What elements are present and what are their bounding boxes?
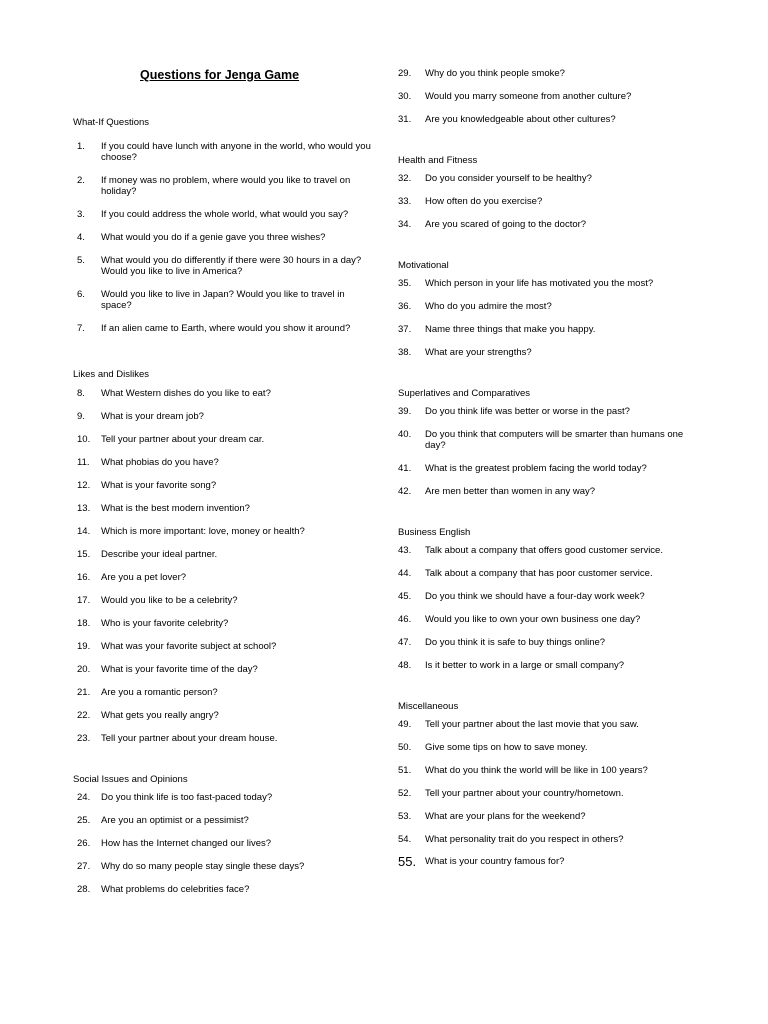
question-item bbox=[73, 618, 373, 629]
question-text: Which is more important: love, money or health? bbox=[101, 526, 305, 537]
question-number: 23. bbox=[77, 733, 91, 744]
question-number: 29. bbox=[398, 68, 412, 79]
question-text: What personality trait do you respect in others? bbox=[425, 834, 624, 845]
question-item bbox=[398, 545, 698, 556]
question-item bbox=[398, 591, 698, 602]
question-number: 11. bbox=[77, 457, 90, 468]
question-text: What was your favorite subject at school? bbox=[101, 641, 277, 652]
question-item bbox=[73, 861, 373, 872]
question-number: 55. bbox=[398, 854, 417, 869]
section-heading-misc: Miscellaneous bbox=[398, 701, 459, 712]
question-number: 2. bbox=[77, 175, 85, 186]
question-item bbox=[73, 323, 373, 334]
question-text: If you could address the whole world, what would you say? bbox=[101, 209, 349, 220]
question-item bbox=[73, 687, 373, 698]
question-text: What gets you really angry? bbox=[101, 710, 219, 721]
question-item bbox=[398, 301, 698, 312]
question-item bbox=[398, 660, 698, 671]
question-item bbox=[398, 278, 698, 289]
question-number: 34. bbox=[398, 219, 412, 230]
question-text: How often do you exercise? bbox=[425, 196, 543, 207]
question-item bbox=[73, 503, 373, 514]
right-column bbox=[398, 68, 698, 867]
question-number: 51. bbox=[398, 765, 412, 776]
question-number: 27. bbox=[77, 861, 91, 872]
question-text: Tell your partner about your dream car. bbox=[101, 434, 265, 445]
question-text: How has the Internet changed our lives? bbox=[101, 838, 272, 849]
question-number: 20. bbox=[77, 664, 91, 675]
question-item bbox=[398, 324, 698, 335]
question-text: Why do you think people smoke? bbox=[425, 68, 565, 79]
question-number: 41. bbox=[398, 463, 412, 474]
question-item bbox=[398, 114, 698, 125]
question-text: What Western dishes do you like to eat? bbox=[101, 388, 271, 399]
question-text: Are men better than women in any way? bbox=[425, 486, 596, 497]
question-number: 40. bbox=[398, 429, 412, 440]
question-text: Are you scared of going to the doctor? bbox=[425, 219, 587, 230]
question-number: 12. bbox=[77, 480, 91, 491]
question-number: 28. bbox=[77, 884, 91, 895]
question-item bbox=[73, 457, 373, 468]
question-item bbox=[73, 255, 373, 277]
section-heading-social: Social Issues and Opinions bbox=[73, 774, 188, 785]
question-text: Are you an optimist or a pessimist? bbox=[101, 815, 249, 826]
question-text: Do you think life is too fast-paced today? bbox=[101, 792, 273, 803]
question-text: Do you think we should have a four-day work week? bbox=[425, 591, 645, 602]
question-text: Are you knowledgeable about other cultures? bbox=[425, 114, 616, 125]
question-text: Why do so many people stay single these days? bbox=[101, 861, 305, 872]
question-number: 30. bbox=[398, 91, 412, 102]
question-text: Give some tips on how to save money. bbox=[425, 742, 588, 753]
question-item bbox=[398, 91, 698, 102]
question-text: What would you do differently if there were 30 hours in a day? Would you like to live in America? bbox=[101, 255, 362, 277]
question-number: 31. bbox=[398, 114, 412, 125]
question-text: Are you a pet lover? bbox=[101, 572, 187, 583]
question-text: What do you think the world will be like in 100 years? bbox=[425, 765, 648, 776]
question-number: 1. bbox=[77, 141, 85, 152]
question-text: Would you like to be a celebrity? bbox=[101, 595, 238, 606]
question-number: 39. bbox=[398, 406, 412, 417]
question-text: What would you do if a genie gave you three wishes? bbox=[101, 232, 326, 243]
question-number: 36. bbox=[398, 301, 412, 312]
question-text: Tell your partner about the last movie that you saw. bbox=[425, 719, 639, 730]
question-item bbox=[73, 232, 373, 243]
question-item bbox=[398, 811, 698, 822]
question-text: Would you like to own your own business one day? bbox=[425, 614, 641, 625]
section-heading-likes: Likes and Dislikes bbox=[73, 369, 150, 380]
question-item bbox=[398, 637, 698, 648]
question-item bbox=[73, 733, 373, 744]
question-item bbox=[73, 434, 373, 445]
question-text: What is your dream job? bbox=[101, 411, 204, 422]
question-number: 47. bbox=[398, 637, 412, 648]
question-item bbox=[73, 815, 373, 826]
question-number: 50. bbox=[398, 742, 412, 753]
question-number: 46. bbox=[398, 614, 412, 625]
question-text: Is it better to work in a large or small company? bbox=[425, 660, 625, 671]
question-item bbox=[73, 572, 373, 583]
question-number: 53. bbox=[398, 811, 412, 822]
question-text: If money was no problem, where would you like to travel on holiday? bbox=[101, 175, 351, 197]
question-number: 35. bbox=[398, 278, 412, 289]
question-item bbox=[73, 388, 373, 399]
question-number: 32. bbox=[398, 173, 412, 184]
question-item bbox=[73, 141, 373, 163]
question-number: 44. bbox=[398, 568, 412, 579]
question-number: 49. bbox=[398, 719, 412, 730]
question-number: 10. bbox=[77, 434, 91, 445]
question-item bbox=[398, 788, 698, 799]
question-number: 15. bbox=[77, 549, 91, 560]
question-number: 52. bbox=[398, 788, 412, 799]
question-text: Would you marry someone from another culture? bbox=[425, 91, 632, 102]
question-item bbox=[73, 710, 373, 721]
question-item bbox=[398, 856, 698, 867]
question-number: 7. bbox=[77, 323, 85, 334]
question-text: Do you think life was better or worse in the past? bbox=[425, 406, 630, 417]
question-text: What is the best modern invention? bbox=[101, 503, 250, 514]
question-number: 33. bbox=[398, 196, 412, 207]
question-item bbox=[73, 480, 373, 491]
question-text: Tell your partner about your dream house. bbox=[101, 733, 278, 744]
question-text: What are your strengths? bbox=[425, 347, 532, 358]
question-number: 8. bbox=[77, 388, 85, 399]
question-item bbox=[398, 347, 698, 358]
question-number: 18. bbox=[77, 618, 91, 629]
question-number: 4. bbox=[77, 232, 85, 243]
question-text: Who do you admire the most? bbox=[425, 301, 552, 312]
question-text: What is your favorite song? bbox=[101, 480, 217, 491]
question-text: What is your favorite time of the day? bbox=[101, 664, 258, 675]
question-item bbox=[73, 175, 373, 197]
question-text: What problems do celebrities face? bbox=[101, 884, 250, 895]
question-item bbox=[398, 196, 698, 207]
question-item bbox=[398, 834, 698, 845]
question-text: Are you a romantic person? bbox=[101, 687, 218, 698]
question-item bbox=[73, 641, 373, 652]
page-title: Questions for Jenga Game bbox=[140, 68, 300, 82]
question-item bbox=[398, 219, 698, 230]
question-number: 37. bbox=[398, 324, 412, 335]
question-number: 13. bbox=[77, 503, 91, 514]
question-number: 38. bbox=[398, 347, 412, 358]
question-item bbox=[398, 429, 698, 451]
section-heading-motivational: Motivational bbox=[398, 260, 449, 271]
question-text: What are your plans for the weekend? bbox=[425, 811, 586, 822]
question-number: 54. bbox=[398, 834, 412, 845]
question-number: 22. bbox=[77, 710, 91, 721]
question-item bbox=[398, 406, 698, 417]
question-item bbox=[398, 719, 698, 730]
question-text: Would you like to live in Japan? Would you like to travel in space? bbox=[101, 289, 345, 311]
question-item bbox=[73, 209, 373, 220]
question-number: 19. bbox=[77, 641, 91, 652]
question-item bbox=[398, 68, 698, 79]
question-text: Do you think that computers will be smarter than humans one day? bbox=[425, 429, 684, 451]
question-item bbox=[73, 792, 373, 803]
question-text: Name three things that make you happy. bbox=[425, 324, 596, 335]
question-text: Tell your partner about your country/hometown. bbox=[425, 788, 624, 799]
section-heading-what-if: What-If Questions bbox=[73, 117, 150, 128]
question-number: 3. bbox=[77, 209, 85, 220]
question-number: 21. bbox=[77, 687, 91, 698]
question-number: 43. bbox=[398, 545, 412, 556]
question-item bbox=[73, 526, 373, 537]
question-text: Describe your ideal partner. bbox=[101, 549, 218, 560]
question-text: Do you consider yourself to be healthy? bbox=[425, 173, 592, 184]
question-number: 14. bbox=[77, 526, 91, 537]
question-item bbox=[73, 549, 373, 560]
question-number: 5. bbox=[77, 255, 85, 266]
question-number: 45. bbox=[398, 591, 412, 602]
question-number: 26. bbox=[77, 838, 91, 849]
question-text: If an alien came to Earth, where would you show it around? bbox=[101, 323, 351, 334]
question-number: 9. bbox=[77, 411, 85, 422]
question-item bbox=[73, 289, 373, 311]
question-item bbox=[398, 765, 698, 776]
question-number: 42. bbox=[398, 486, 412, 497]
question-text: Which person in your life has motivated you the most? bbox=[425, 278, 654, 289]
question-item bbox=[398, 486, 698, 497]
question-number: 24. bbox=[77, 792, 91, 803]
question-item bbox=[398, 742, 698, 753]
question-text: Talk about a company that offers good customer service. bbox=[425, 545, 663, 556]
question-text: What is your country famous for? bbox=[425, 856, 565, 867]
question-item bbox=[398, 463, 698, 474]
left-column bbox=[73, 117, 373, 895]
question-number: 17. bbox=[77, 595, 91, 606]
section-heading-health: Health and Fitness bbox=[398, 155, 478, 166]
question-text: Who is your favorite celebrity? bbox=[101, 618, 229, 629]
question-item bbox=[73, 595, 373, 606]
question-text: What phobias do you have? bbox=[101, 457, 219, 468]
question-item bbox=[73, 664, 373, 675]
question-item bbox=[73, 884, 373, 895]
question-item bbox=[398, 614, 698, 625]
question-number: 25. bbox=[77, 815, 91, 826]
question-text: What is the greatest problem facing the world today? bbox=[425, 463, 647, 474]
question-text: If you could have lunch with anyone in the world, who would you choose? bbox=[101, 141, 371, 163]
question-number: 16. bbox=[77, 572, 91, 583]
section-heading-business: Business English bbox=[398, 527, 471, 538]
question-item bbox=[398, 173, 698, 184]
question-text: Do you think it is safe to buy things online? bbox=[425, 637, 606, 648]
question-number: 6. bbox=[77, 289, 85, 300]
question-item bbox=[398, 568, 698, 579]
question-item bbox=[73, 838, 373, 849]
question-number: 48. bbox=[398, 660, 412, 671]
question-text: Talk about a company that has poor customer service. bbox=[425, 568, 653, 579]
question-item bbox=[73, 411, 373, 422]
section-heading-superlatives: Superlatives and Comparatives bbox=[398, 388, 531, 399]
